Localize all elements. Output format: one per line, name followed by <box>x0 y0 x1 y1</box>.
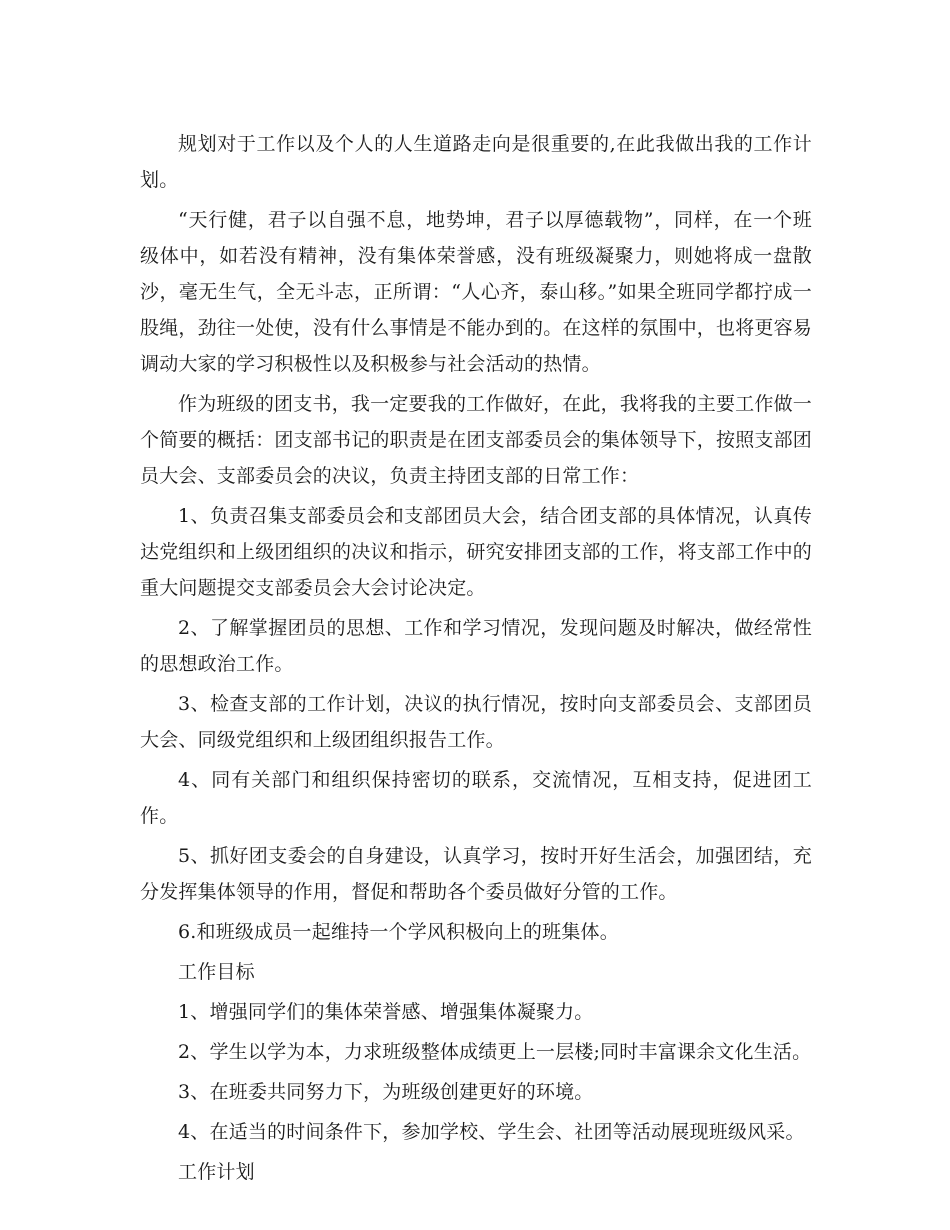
duty-item-4: 4、同有关部门和组织保持密切的联系，交流情况，互相支持，促进团工作。 <box>140 769 812 827</box>
goal-item-4: 4、在适当的时间条件下，参加学校、学生会、社团等活动展现班级风采。 <box>178 1121 805 1143</box>
paragraph-duties-overview: 作为班级的团支书，我一定要我的工作做好，在此，我将我的主要工作做一个简要的概括：团支部书记的职责是在团支部委员会的集体领导下，按照支部团员大会、支部委员会的决议，负责主持团支部的日常工作： <box>140 393 813 487</box>
goal-item-2: 2、学生以学为本，力求班级整体成绩更上一层楼;同时丰富课余文化生活。 <box>178 1041 812 1063</box>
paragraph-spirit: “天行健，君子以自强不息，地势坤，君子以厚德载物”，同样，在一个班级体中，如若没有精神，没有集体荣誉感，没有班级凝聚力，则她将成一盘散沙，毫无生气，全无斗志，正所谓：“人心齐，泰山移。”如果全班同学都拧成一股绳，劲往一处使，没有什么事情是不能办到的。在这样的氛围中，也将更容易调动大家的学习积极性以及积极参与社会活动的热情。 <box>140 209 813 375</box>
duty-item-1: 1、负责召集支部委员会和支部团员大会，结合团支部的具体情况，认真传达党组织和上级团组织的决议和指示，研究安排团支部的工作，将支部工作中的重大问题提交支部委员会大会讨论决定。 <box>140 505 813 599</box>
duty-item-6: 6.和班级成员一起维持一个学风积极向上的班集体。 <box>178 921 619 943</box>
goal-item-1: 1、增强同学们的集体荣誉感、增强集体凝聚力。 <box>178 1001 594 1023</box>
section-heading-goals: 工作目标 <box>178 961 255 983</box>
paragraph-intro: 规划对于工作以及个人的人生道路走向是很重要的,在此我做出我的工作计划。 <box>140 133 812 191</box>
goal-item-3: 3、在班委共同努力下，为班级创建更好的环境。 <box>178 1081 594 1103</box>
document-body <box>140 126 812 1194</box>
section-heading-plan: 工作计划 <box>178 1161 255 1183</box>
duty-item-5: 5、抓好团支委会的自身建设，认真学习，按时开好生活会，加强团结，充分发挥集体领导的作用，督促和帮助各个委员做好分管的工作。 <box>140 845 812 903</box>
duty-item-3: 3、检查支部的工作计划，决议的执行情况，按时向支部委员会、支部团员大会、同级党组织和上级团组织报告工作。 <box>140 693 812 751</box>
duty-item-2: 2、了解掌握团员的思想、工作和学习情况，发现问题及时解决，做经常性的思想政治工作。 <box>140 617 812 675</box>
